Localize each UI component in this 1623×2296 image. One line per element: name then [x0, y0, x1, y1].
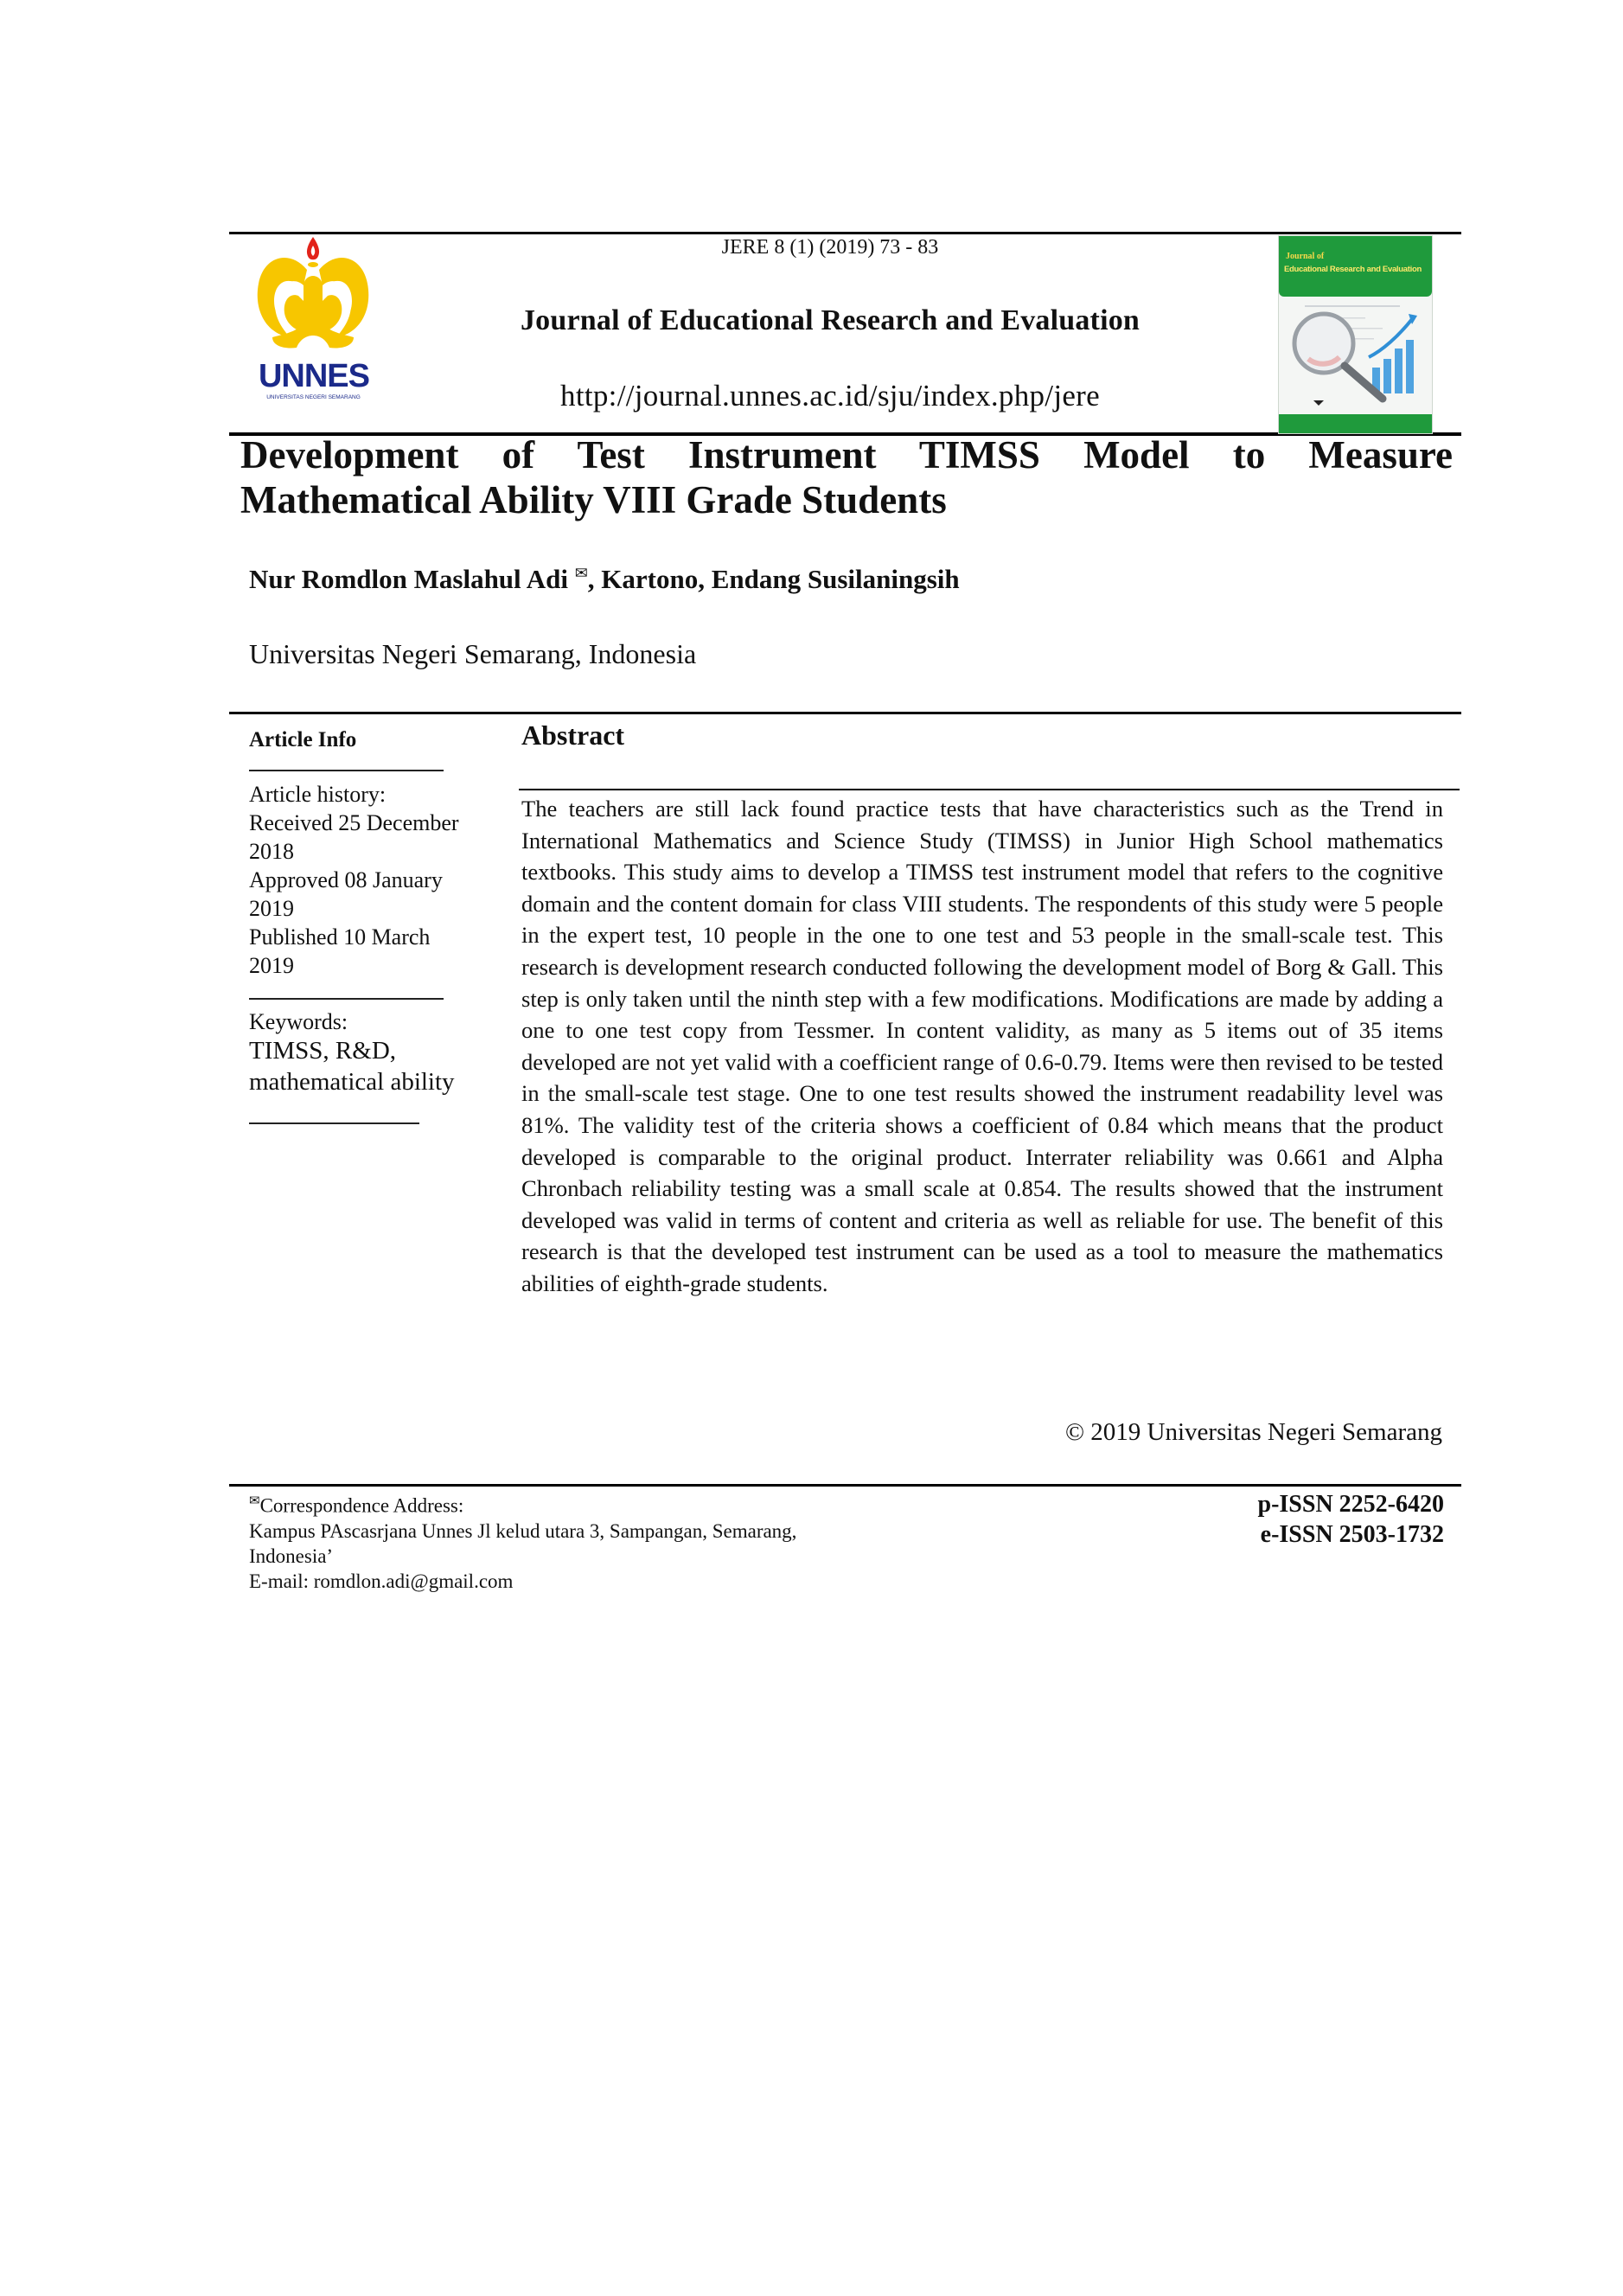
- received-year: 2018: [249, 839, 294, 864]
- header-top-rule: [229, 232, 1461, 234]
- abstract-body: The teachers are still lack found practice tests that have characteristics such as the Trend in International Mathematics and Science Study (TIMSS) in Junior High School mathematics textbooks. This study aims to develop a TIMSS test instrument model that refers to the cognitive domain and the content domain for class VIII students. The respondents of this study were 5 people in the expert test, 10 people in the one to one test and 53 people in the small-scale test. This research is development research conducted following the development model of Borg & Gall. This step is only taken until the ninth step with a few modifications. Modifications are made by adding a one to one test copy from Tessmer. In content validity, as many as 5 items out of 35 items developed are not yet valid with a coefficient range of 0.6-0.79. Items were then revised to be tested in the small-scale test stage. One to one test results showed the instrument readability level was 81%. The validity test of the criteria shows a coefficient of 0.84 which means that the product developed is comparable to the original product. Interrater reliability was 0.661 and Alpha Chronbach reliability testing was a small scale at 0.854. The results showed that the instrument developed was valid in terms of content and criteria as well as reliable for use. The benefit of this research is that the developed test instrument can be used as a tool to measure the mathematics abilities of eighth-grade students.: [521, 796, 1443, 1296]
- published-date: Published 10 March: [249, 924, 431, 950]
- corresponding-author: Nur Romdlon Maslahul Adi: [249, 564, 568, 594]
- abstract-heading: Abstract: [521, 719, 625, 751]
- magnifier-chart-icon: [1279, 298, 1432, 414]
- journal-citation: JERE 8 (1) (2019) 73 - 83: [721, 236, 939, 259]
- article-title: [240, 432, 1453, 522]
- keyword-line: mathematical ability: [249, 1068, 455, 1096]
- unnes-subtitle: UNIVERSITAS NEGERI SEMARANG: [266, 394, 361, 400]
- cover-title-band: [1279, 236, 1432, 297]
- cover-footer-band: [1279, 414, 1432, 433]
- keywords-separator: [249, 1122, 419, 1124]
- published-year: 2019: [249, 953, 294, 978]
- article-history: [249, 780, 459, 980]
- electronic-issn: e-ISSN 2503-1732: [1260, 1521, 1444, 1548]
- correspondence-label: Correspondence Address:: [259, 1494, 464, 1517]
- keyword-line: TIMSS, R&D,: [249, 1037, 397, 1065]
- unnes-logo: [246, 232, 380, 405]
- address-line: Kampus PAscasrjana Unnes Jl kelud utara 3, Sampangan, Semarang,: [249, 1519, 797, 1542]
- unnes-wordmark: UNNES: [258, 358, 370, 394]
- article-history-label: Article history:: [249, 782, 387, 807]
- author-list: [249, 564, 960, 595]
- footer-rule: [229, 1484, 1461, 1487]
- abstract-rule: [519, 789, 1460, 790]
- envelope-icon: ✉: [574, 564, 588, 582]
- cover-title-line1: Journal of: [1286, 252, 1325, 261]
- keywords-label: Keywords:: [249, 1009, 348, 1034]
- article-title-line1: Development of Test Instrument TIMSS Model to Measure: [240, 433, 1453, 476]
- received-date: Received 25 December: [249, 810, 459, 835]
- article-info-separator: [249, 770, 444, 771]
- article-title-line2: Mathematical Ability VIII Grade Students: [240, 478, 947, 521]
- copyright-notice: © 2019 Universitas Negeri Semarang: [1065, 1418, 1442, 1446]
- article-info-heading: Article Info: [249, 728, 357, 751]
- history-separator: [249, 998, 444, 1000]
- journal-cover-image: [1278, 235, 1433, 434]
- journal-name: Journal of Educational Research and Evaluation: [520, 304, 1141, 336]
- section-rule: [229, 712, 1461, 714]
- approved-year: 2019: [249, 896, 294, 921]
- journal-url[interactable]: http://journal.unnes.ac.id/sju/index.php/jere: [560, 379, 1100, 413]
- cover-title-line2: Educational Research and Evaluation: [1284, 265, 1422, 274]
- correspondence-block: [249, 1489, 796, 1594]
- co-authors: , Kartono, Endang Susilaningsih: [587, 564, 960, 594]
- correspondence-email[interactable]: E-mail: romdlon.adi@gmail.com: [249, 1570, 514, 1592]
- address-line: Indonesia’: [249, 1545, 334, 1567]
- print-issn: p-ISSN 2252-6420: [1257, 1491, 1444, 1518]
- envelope-icon: ✉: [249, 1494, 260, 1508]
- approved-date: Approved 08 January: [249, 867, 443, 892]
- affiliation: Universitas Negeri Semarang, Indonesia: [249, 638, 697, 669]
- keywords-list: [249, 1035, 455, 1097]
- issn-block: [1124, 1489, 1444, 1550]
